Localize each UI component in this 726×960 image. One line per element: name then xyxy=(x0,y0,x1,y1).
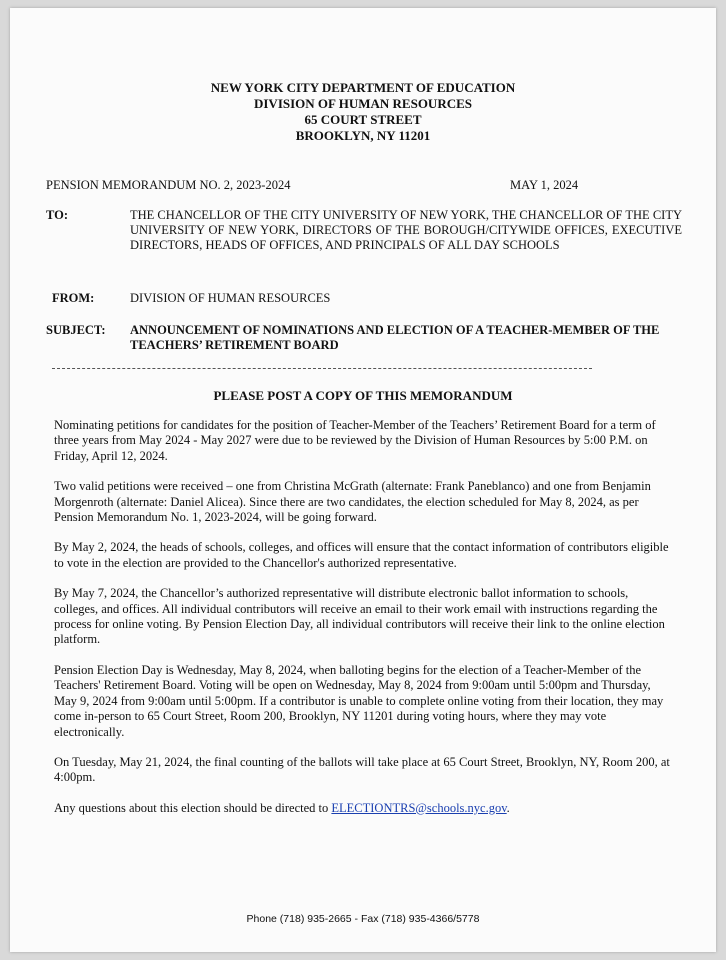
letterhead-line-4: BROOKLYN, NY 11201 xyxy=(295,128,431,143)
paragraph-petitions: Two valid petitions were received – one from Christina McGrath (alternate: Frank Paneblanco) and one from Benjamin Morgenroth (alternate: Daniel Alicea). Since there are two candidates, the election scheduled for May 8, 2024, as per Pension Memorandum No. 1, 2023-2024, will be going forward. xyxy=(54,479,651,525)
paragraph-counting: On Tuesday, May 21, 2024, the final counting of the ballots will take place at 65 Court Street, Brooklyn, NY, Room 200, at 4:00pm. xyxy=(54,754,670,785)
paragraph-ballot-info: By May 7, 2024, the Chancellor’s authorized representative will distribute electronic ballot information to schools, colleges, and offices. All individual contributors will receive an email to their work email with instructions regarding the process for online voting. By Pension Election Day, all individual contributors will receive their link to the online election platform. xyxy=(54,586,665,647)
footer-contact: Phone (718) 935-2665 - Fax (718) 935-4366/5778 xyxy=(246,913,480,925)
from-value: DIVISION OF HUMAN RESOURCES xyxy=(130,291,331,305)
memo-body xyxy=(54,418,674,831)
letterhead-line-1: NEW YORK CITY DEPARTMENT OF EDUCATION xyxy=(210,80,516,95)
paragraph-nominations: Nominating petitions for candidates for the position of Teacher-Member of the Teachers’ Retirement Board for a term of three years from May 2024 - May 2027 were due to be reviewed by the Division of Human Resources by 5:00 P.M. on Friday, April 12, 2024. xyxy=(54,418,656,463)
post-notice: PLEASE POST A COPY OF THIS MEMORANDUM xyxy=(213,388,513,403)
subject-label: SUBJECT: xyxy=(46,323,106,337)
memo-page xyxy=(10,8,716,952)
paragraph-contact-info: By May 2, 2024, the heads of schools, colleges, and offices will ensure that the contact information of contributors eligible to vote in the election are provided to the Chancellor's authorized representative. xyxy=(54,540,669,570)
letterhead-line-3: 65 COURT STREET xyxy=(304,112,422,127)
paragraph-questions xyxy=(54,801,674,816)
election-email-link[interactable]: ELECTIONTRS@schools.nyc.gov xyxy=(331,800,507,815)
memo-date: MAY 1, 2024 xyxy=(510,178,579,192)
memo-number-row xyxy=(46,178,680,193)
questions-text: Any questions about this election should be directed to xyxy=(54,800,332,815)
letterhead-line-2: DIVISION OF HUMAN RESOURCES xyxy=(253,96,473,111)
subject-value: ANNOUNCEMENT OF NOMINATIONS AND ELECTION OF A TEACHER-MEMBER OF THE TEACHERS’ RETIREMENT BOARD xyxy=(130,323,660,352)
to-value: THE CHANCELLOR OF THE CITY UNIVERSITY OF NEW YORK, THE CHANCELLOR OF THE CITY UNIVERSITY OF NEW YORK, DIRECTORS OF THE BOROUGH/CITYWIDE OFFICES, EXECUTIVE DIRECTORS, HEADS OF OFFICES, AND PRINCIPALS OF ALL DAY SCHOOLS xyxy=(130,208,682,252)
from-label: FROM: xyxy=(52,291,95,305)
letterhead xyxy=(10,80,716,144)
paragraph-election-day: Pension Election Day is Wednesday, May 8, 2024, when balloting begins for the election of a Teacher-Member of the Teachers' Retirement Board. Voting will be open on Wednesday, May 8, 2024 from 9:00am until 5:00pm and Thursday, May 9, 2024 from 9:00am until 5:00pm. If a contributor is unable to complete online voting from their location, they may come in-person to 65 Court Street, Room 200, Brooklyn, NY 11201 during voting hours, where they may vote electronically. xyxy=(54,662,664,739)
divider xyxy=(52,368,592,369)
to-label: TO: xyxy=(46,208,68,222)
questions-suffix: . xyxy=(506,800,510,815)
memo-number: PENSION MEMORANDUM NO. 2, 2023-2024 xyxy=(46,178,291,192)
